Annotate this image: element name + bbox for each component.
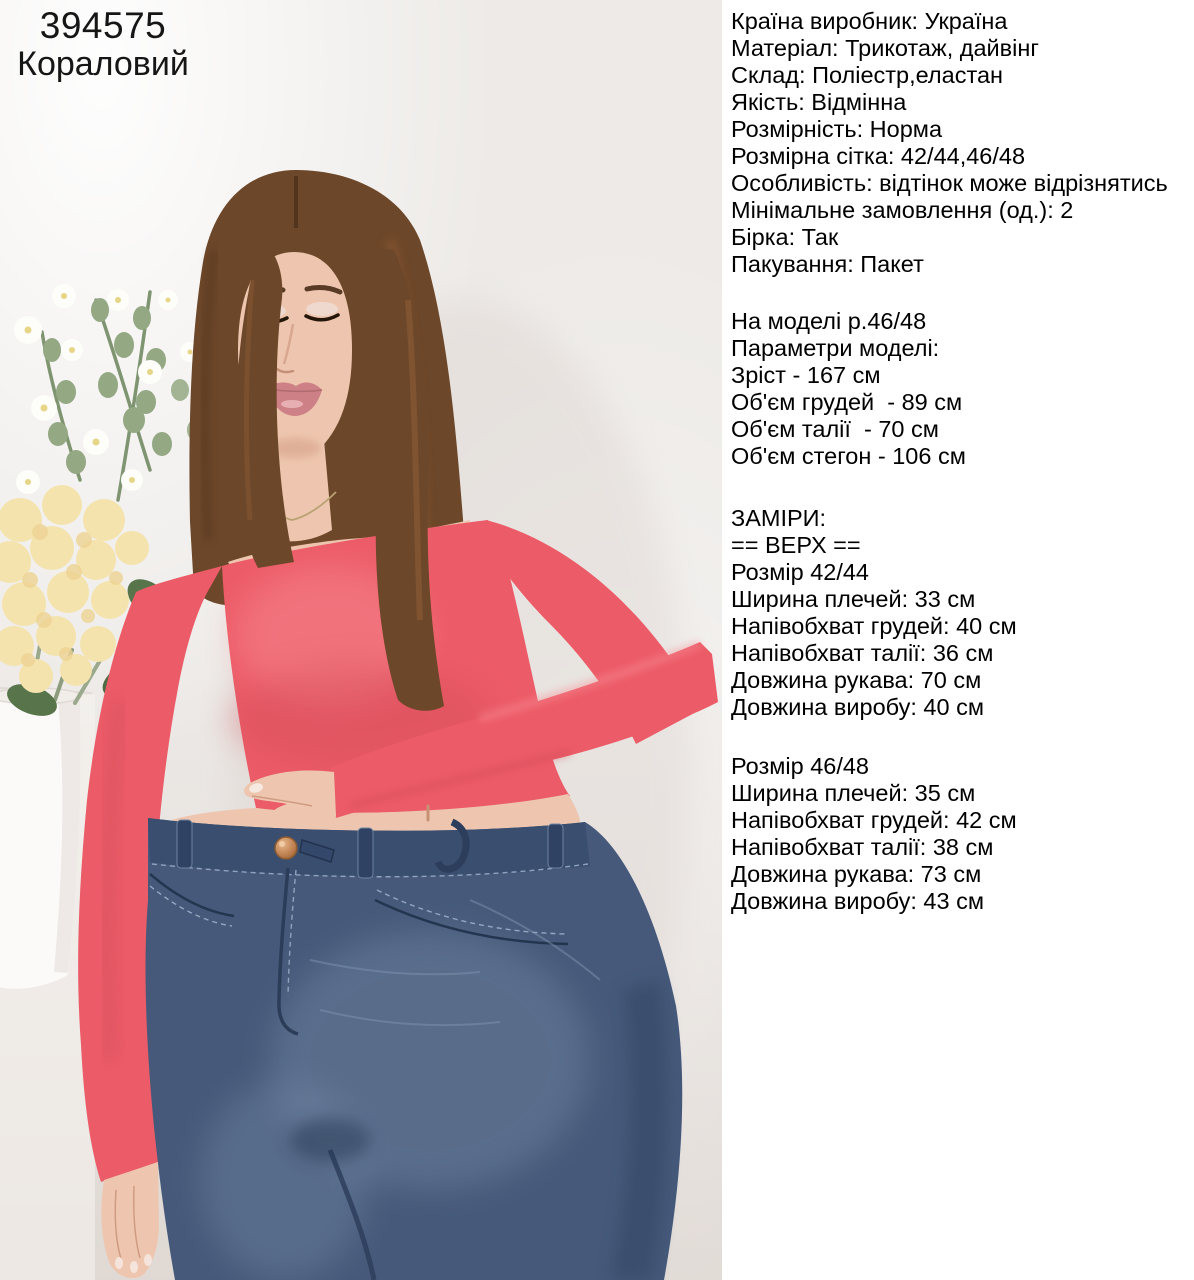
measurement-line: Ширина плечей: 35 см: [731, 780, 976, 806]
left-nail-2: [130, 1261, 138, 1273]
measurement-line: Ширина плечей: 33 см: [731, 586, 976, 612]
product-code: 394575: [39, 5, 167, 46]
spec-line: Матеріал: Трикотаж, дайвінг: [731, 35, 1039, 61]
measurements-title: ЗАМІРИ:: [731, 505, 827, 531]
jeans: [146, 818, 683, 1280]
spec-line: Склад: Поліестр,еластан: [731, 62, 1003, 88]
measurement-line: Довжина виробу: 40 см: [731, 694, 984, 720]
measurement-line: Напівобхват талії: 38 см: [731, 834, 994, 860]
spec-line: Бірка: Так: [731, 224, 839, 250]
spec-line: Розмірна сітка: 42/44,46/48: [731, 143, 1026, 169]
measurement-line: Напівобхват грудей: 42 см: [731, 807, 1017, 833]
right-eyeshadow: [306, 302, 338, 316]
product-color-name: Кораловий: [17, 45, 189, 83]
product-details: [722, 0, 1194, 1280]
flower-vase: [0, 688, 81, 989]
model-param-line: Об'єм стегон - 106 см: [731, 443, 966, 469]
model-param-line: Об'єм грудей - 89 см: [731, 389, 963, 415]
spec-line: Розмірність: Норма: [731, 116, 943, 142]
measurement-line: Напівобхват талії: 36 см: [731, 640, 994, 666]
size-label: Розмір 46/48: [731, 753, 870, 779]
model-param-line: Параметри моделі:: [731, 335, 940, 361]
size-label: Розмір 42/44: [731, 559, 870, 585]
measurements-46-48-block: [731, 753, 1190, 915]
measurement-line: Довжина рукава: 70 см: [731, 667, 982, 693]
measurement-line: Напівобхват грудей: 40 см: [731, 613, 1017, 639]
model-param-line: Об'єм талії - 70 см: [731, 416, 939, 442]
spec-line: Пакування: Пакет: [731, 251, 924, 277]
spec-line: Особливість: відтінок може відрізнятись: [731, 170, 1168, 196]
jeans-button: [275, 837, 297, 859]
jeans-button-highlight: [279, 841, 285, 847]
measurements-42-44-block: [731, 505, 1190, 721]
measurement-line: Довжина рукава: 73 см: [731, 861, 982, 887]
measurement-line: Довжина виробу: 43 см: [731, 888, 984, 914]
measurements-section: == ВЕРХ ==: [731, 532, 861, 558]
left-nail-1: [115, 1257, 123, 1269]
model-params-block: [731, 308, 1190, 470]
model-param-line: Зріст - 167 см: [731, 362, 881, 388]
model-param-line: На моделі р.46/48: [731, 308, 927, 334]
specs-block: [731, 8, 1190, 278]
product-label: [4, 6, 202, 83]
left-hand: [101, 1162, 159, 1278]
spec-line: Якість: Відмінна: [731, 89, 907, 115]
crotch-shadow: [290, 1118, 370, 1162]
spec-line: Мінімальне замовлення (од.): 2: [731, 197, 1074, 223]
left-nail-3: [144, 1254, 152, 1266]
spec-line: Країна виробник: Україна: [731, 8, 1008, 34]
lip-gloss: [281, 400, 303, 408]
